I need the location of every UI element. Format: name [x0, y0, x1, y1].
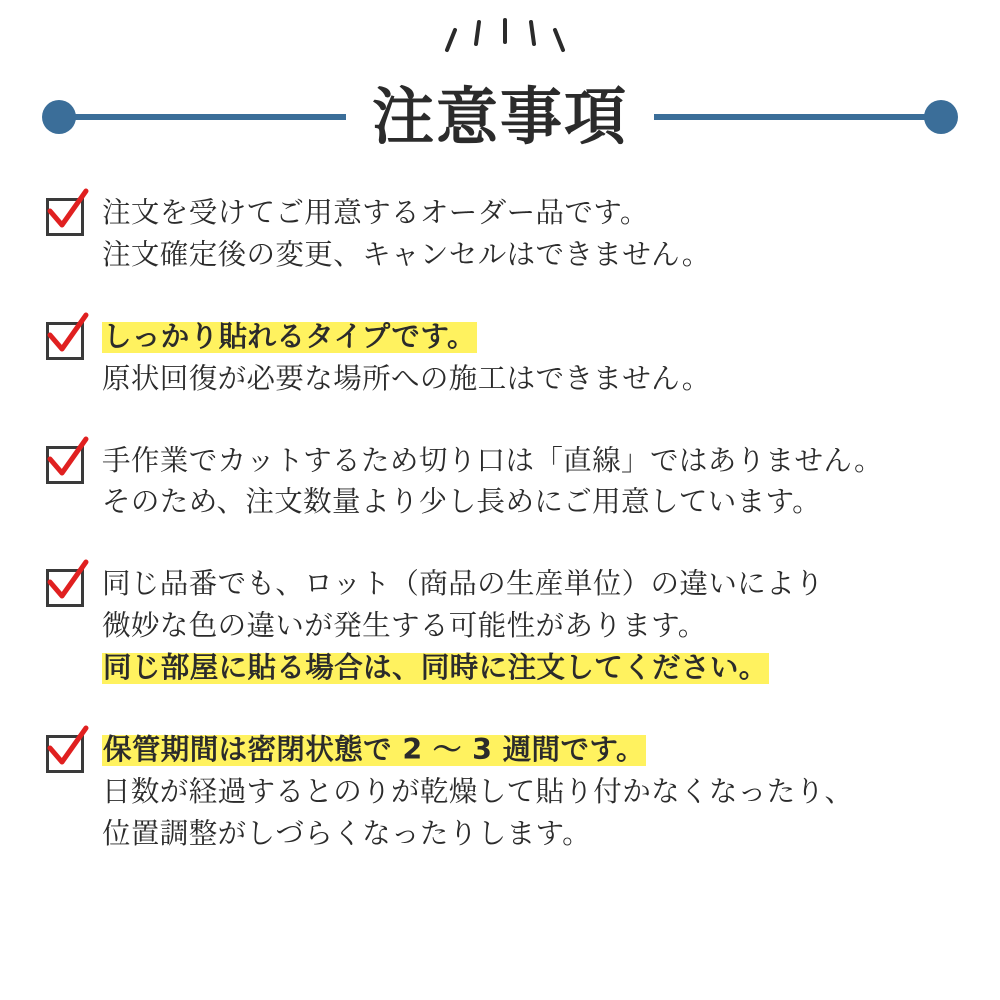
notice-line: 微妙な色の違いが発生する可能性があります。: [102, 609, 707, 643]
notice-line: 日数が経過するとのりが乾燥して貼り付かなくなったり、: [102, 774, 854, 808]
rule-dot-left-icon: [42, 100, 76, 134]
notice-line: 注文確定後の変更、キャンセルはできません。: [102, 237, 711, 271]
notice-line: しっかり貼れるタイプです。: [103, 319, 476, 353]
title-rule-right: [654, 114, 954, 120]
sparkle-burst-icon: [0, 18, 1000, 62]
notice-line: 同じ部屋に貼る場合は、同時に注文してください。: [103, 651, 768, 685]
title-rule-left: [46, 114, 346, 120]
check-mark-icon: [46, 569, 84, 607]
list-item: [46, 192, 960, 276]
notice-text: [102, 316, 960, 400]
list-item: [46, 440, 960, 524]
notice-line: 注文を受けてご用意するオーダー品です。: [102, 196, 649, 229]
list-item: [46, 316, 960, 400]
notice-line: 位置調整がしづらくなったりします。: [102, 816, 592, 850]
check-mark-icon: [46, 446, 84, 484]
check-mark-icon: [46, 735, 84, 773]
check-mark-icon: [46, 322, 84, 360]
notice-text: [102, 192, 960, 276]
notice-text: [102, 729, 960, 855]
rule-dot-right-icon: [924, 100, 958, 134]
notice-line: 手作業でカットするため切り口は「直線」ではありません。: [102, 443, 883, 477]
notice-line: 保管期間は密閉状態で 2 〜 3 週間です。: [103, 733, 645, 767]
list-item: [46, 563, 960, 689]
notice-text: [102, 563, 960, 689]
notice-text: [102, 440, 960, 524]
notice-line: そのため、注文数量より少し長めにご用意しています。: [102, 485, 822, 519]
list-item: [46, 729, 960, 855]
page-title: 注意事項: [371, 80, 628, 153]
notice-line: 同じ品番でも、ロット（商品の生産単位）の違いにより: [102, 567, 824, 601]
check-mark-icon: [46, 198, 84, 236]
page-header: [0, 0, 1000, 170]
notice-line: 原状回復が必要な場所への施工はできません。: [102, 361, 711, 395]
notice-list: [0, 192, 1000, 855]
title-row: [0, 78, 1000, 156]
